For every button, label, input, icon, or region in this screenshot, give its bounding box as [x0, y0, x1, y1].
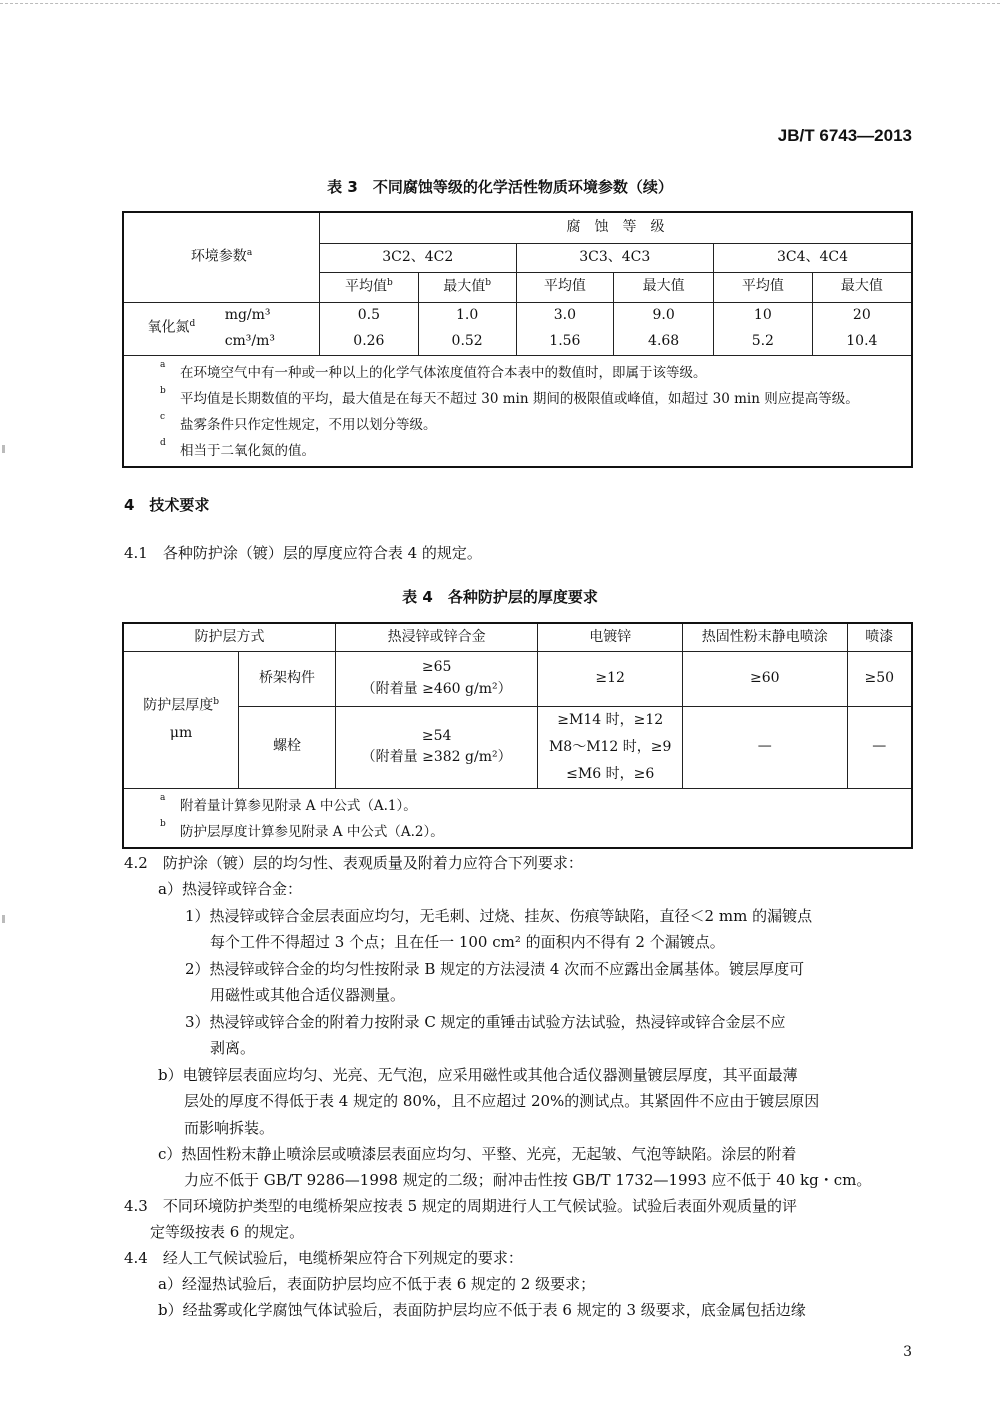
- table3-caption: 表 3 不同腐蚀等级的化学活性物质环境参数（续）: [327, 178, 673, 196]
- table-cell: 1.0 0.52: [418, 302, 516, 355]
- header-cell: 防护层方式: [123, 623, 335, 651]
- list-item-cont: 用磁性或其他合适仪器测量。: [210, 986, 406, 1004]
- table-note: b 防护层厚度计算参见附录 A 中公式（A.2）。: [160, 818, 444, 840]
- corrosion-grade-header: 腐 蚀 等 级: [320, 212, 912, 243]
- section-heading: 4 技术要求: [124, 496, 210, 514]
- list-item: 2）热浸锌或锌合金的均匀性按附录 B 规定的方法浸渍 4 次而不应露出金属基体。镀层厚度可: [185, 960, 805, 978]
- list-item: 3）热浸锌或锌合金的附着力按附录 C 规定的重锤击试验方法试验，热浸锌或锌合金层不应: [185, 1013, 786, 1031]
- table4-notes: [123, 788, 912, 848]
- page-number: 3: [903, 1344, 912, 1360]
- list-item-cont: 力应不低于 GB/T 9286—1998 规定的二级；耐冲击性按 GB/T 1732—1993 应不低于 40 kg・cm。: [184, 1171, 872, 1189]
- table4-caption: 表 4 各种防护层的厚度要求: [402, 588, 598, 606]
- table-cell: ≥54 （附着量 ≥382 g/m²）: [335, 706, 537, 788]
- list-item: 1）热浸锌或锌合金层表面应均匀，无毛刺、过烧、挂灰、伤痕等缺陷，直径＜2 mm 的漏镀点: [185, 907, 813, 925]
- table-note: a 附着量计算参见附录 A 中公式（A.1）。: [160, 792, 417, 814]
- standard-code: JB/T 6743—2013: [777, 126, 912, 145]
- header-cell: 热浸锌或锌合金: [335, 623, 537, 651]
- table-cell: ≥65 （附着量 ≥460 g/m²）: [335, 651, 537, 706]
- header-cell: 热固性粉末静电喷涂: [683, 623, 848, 651]
- table-cell: 0.5 0.26: [320, 302, 419, 355]
- sub-header: 平均值: [516, 272, 614, 302]
- row-label: 氧化氮$^d$: [123, 302, 219, 355]
- list-item-cont: 剥离。: [210, 1039, 256, 1057]
- paragraph-4-3: 4.3 不同环境防护类型的电缆桥架应按表 5 规定的周期进行人工气候试验。试验后表面外观质量的评: [124, 1197, 797, 1215]
- list-item: b）经盐雾或化学腐蚀气体试验后，表面防护层均应不低于表 6 规定的 3 级要求，底金属包括边缘: [158, 1301, 806, 1319]
- table-cell: —: [847, 706, 912, 788]
- list-item-cont: 层处的厚度不得低于表 4 规定的 80%，且不应超过 20%的测试点。其紧固件不应由于镀层原因: [184, 1092, 820, 1110]
- grade-group: 3C4、4C4: [713, 243, 912, 272]
- paragraph-4-2: 4.2 防护涂（镀）层的均匀性、表观质量及附着力应符合下列要求：: [124, 854, 583, 872]
- list-item-cont: 而影响拆装。: [184, 1119, 275, 1137]
- list-item: c）热固性粉末静止喷涂层或喷漆层表面应均匀、平整、光亮，无起皱、气泡等缺陷。涂层的附着: [158, 1145, 797, 1163]
- header-cell: 电镀锌: [538, 623, 683, 651]
- row-label: 桥架构件: [239, 651, 336, 706]
- paragraph-4-1: 4.1 各种防护涂（镀）层的厚度应符合表 4 的规定。: [124, 544, 482, 562]
- table-note: c 盐雾条件只作定性规定，不用以划分等级。: [160, 411, 437, 433]
- sub-header: 平均值: [713, 272, 812, 302]
- grade-group: 3C2、4C2: [320, 243, 516, 272]
- list-item: a）热浸锌或锌合金：: [158, 880, 302, 898]
- sub-header: 最大值: [812, 272, 912, 302]
- table-cell: ≥M14 时，≥12 M8～M12 时，≥9 ≤M6 时，≥6: [538, 706, 683, 788]
- table-note: d 相当于二氧化氮的值。: [160, 437, 315, 459]
- table-cell: 20 10.4: [812, 302, 912, 355]
- sub-header: 最大值$^b$: [418, 272, 516, 302]
- table-cell: —: [683, 706, 848, 788]
- sub-header: 平均值$^b$: [320, 272, 419, 302]
- table-cell: ≥60: [683, 651, 848, 706]
- scan-top-border: [0, 3, 1000, 4]
- header-cell: 喷漆: [847, 623, 912, 651]
- grade-group: 3C3、4C3: [516, 243, 713, 272]
- env-param-header: 环境参数$^a$: [123, 212, 320, 302]
- table-cell: ≥12: [538, 651, 683, 706]
- paragraph-4-4: 4.4 经人工气候试验后，电缆桥架应符合下列规定的要求：: [124, 1249, 523, 1267]
- row-units: mg/m³ cm³/m³: [219, 302, 320, 355]
- sub-header: 最大值: [614, 272, 714, 302]
- row-label: 螺栓: [239, 706, 336, 788]
- list-item: b）电镀锌层表面应均匀、光亮、无气泡，应采用磁性或其他合适仪器测量镀层厚度，其平面最薄: [158, 1066, 798, 1084]
- scan-mark: [2, 445, 5, 453]
- table-cell: 9.0 4.68: [614, 302, 714, 355]
- thickness-label: 防护层厚度$^b$ μm: [123, 651, 239, 788]
- list-item: a）经湿热试验后，表面防护层均应不低于表 6 规定的 2 级要求；: [158, 1275, 596, 1293]
- table4: [122, 622, 913, 849]
- table-note: a 在环境空气中有一种或一种以上的化学气体浓度值符合本表中的数值时，即属于该等级。: [160, 359, 707, 381]
- table-cell: 3.0 1.56: [516, 302, 614, 355]
- table-cell: 10 5.2: [713, 302, 812, 355]
- list-item-cont: 每个工件不得超过 3 个点；且在任一 100 cm² 的面积内不得有 2 个漏镀点。: [210, 933, 725, 951]
- table-note: b 平均值是长期数值的平均，最大值是在每天不超过 30 min 期间的极限值或峰值，如超过 30 min 则应提高等级。: [160, 385, 859, 407]
- table3: [122, 211, 913, 468]
- paragraph-cont: 定等级按表 6 的规定。: [150, 1223, 305, 1241]
- table-cell: ≥50: [847, 651, 912, 706]
- table3-notes: [123, 355, 912, 467]
- scan-mark: [2, 915, 5, 923]
